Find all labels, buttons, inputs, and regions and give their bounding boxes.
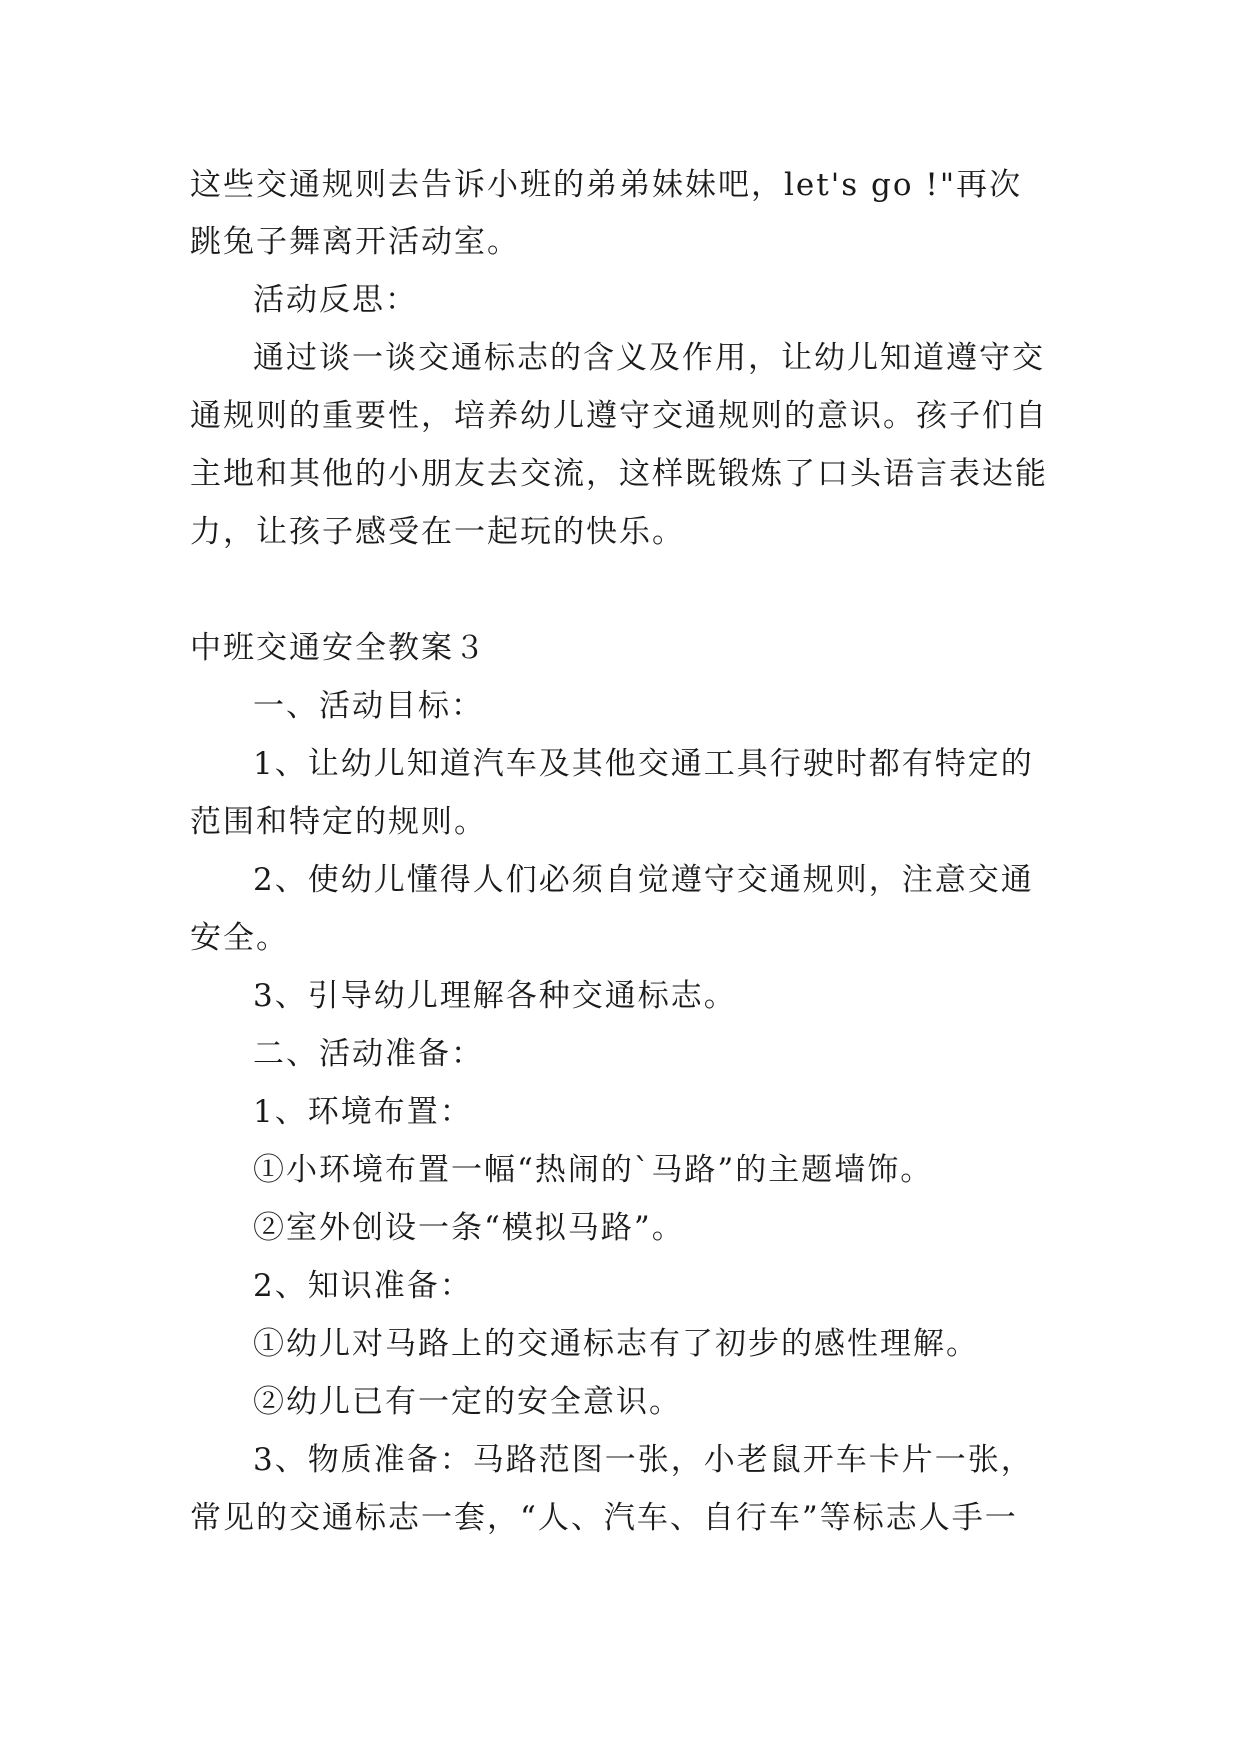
text-line: 3、物质准备：马路范图一张，小老鼠开车卡片一张， [253, 1442, 1034, 1478]
text-line: 3、引导幼儿理解各种交通标志。 [253, 978, 737, 1014]
text-line: ①小环境布置一幅“热闹的`马路”的主题墙饰。 [253, 1152, 934, 1188]
text-line: 常见的交通标志一套，“人、汽车、自行车”等标志人手一 [190, 1500, 1018, 1536]
section-heading: 一、活动目标： [253, 688, 484, 724]
text-line: 2、知识准备： [253, 1268, 473, 1304]
text-line: 2、使幼儿懂得人们必须自觉遵守交通规则，注意交通 [253, 862, 1034, 898]
text-line: ②幼儿已有一定的安全意识。 [253, 1384, 682, 1420]
text-line: 这些交通规则去告诉小班的弟弟妹妹吧，let's go !"再次 [190, 167, 1023, 203]
text-line: 跳兔子舞离开活动室。 [190, 224, 520, 260]
document-title: 中班交通安全教案３ [190, 630, 487, 666]
text-line: 安全。 [190, 920, 289, 956]
text-line: ①幼儿对马路上的交通标志有了初步的感性理解。 [253, 1326, 979, 1362]
text-line: 范围和特定的规则。 [190, 804, 487, 840]
section-heading: 二、活动准备： [253, 1036, 484, 1072]
text-line: 通过谈一谈交通标志的含义及作用，让幼儿知道遵守交 [253, 340, 1045, 376]
section-heading: 活动反思： [253, 282, 418, 318]
text-line: ②室外创设一条“模拟马路”。 [253, 1210, 685, 1246]
text-line: 主地和其他的小朋友去交流，这样既锻炼了口头语言表达能 [190, 456, 1048, 492]
text-line: 1、让幼儿知道汽车及其他交通工具行驶时都有特定的 [253, 746, 1034, 782]
text-line: 1、环境布置： [253, 1094, 473, 1130]
text-line: 通规则的重要性，培养幼儿遵守交通规则的意识。孩子们自 [190, 398, 1048, 434]
text-line: 力，让孩子感受在一起玩的快乐。 [190, 514, 685, 550]
